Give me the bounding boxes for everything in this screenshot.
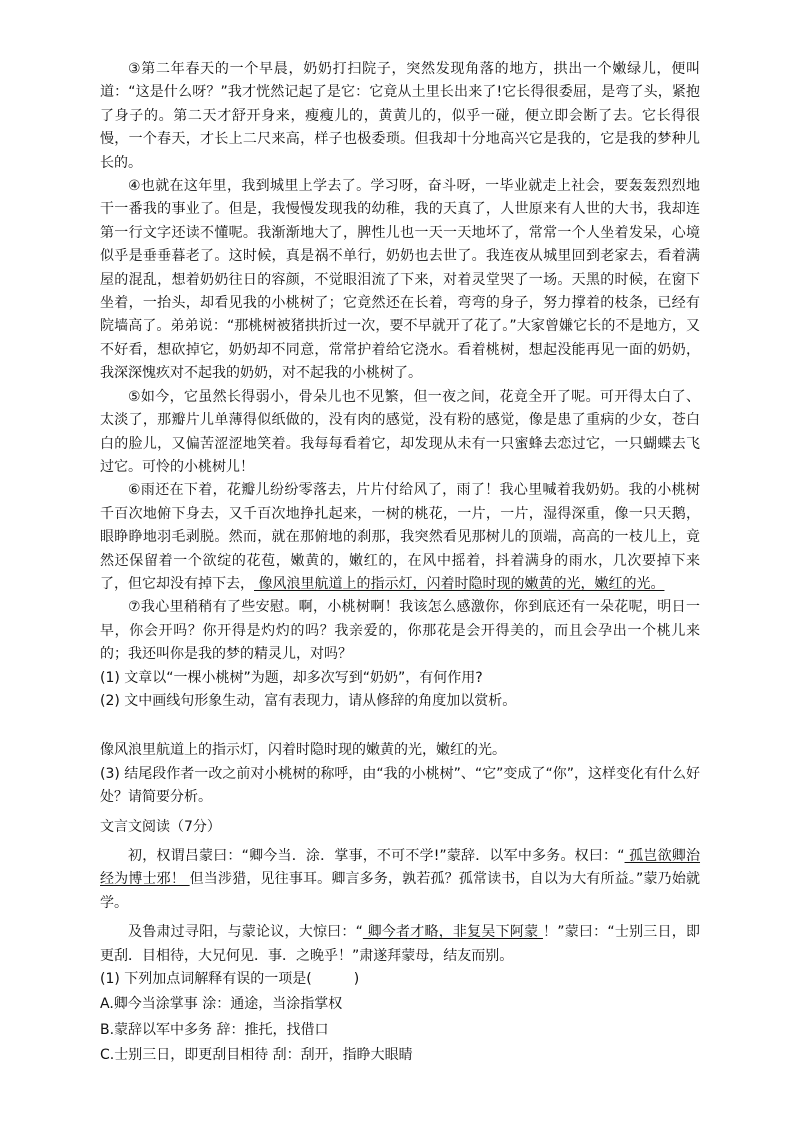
paragraph-6-text: ⑥雨还在下着，花瓣儿纷纷零落去，片片付给风了，雨了！我心里喊着我奶奶。我的小桃树千百次地俯下身去，又千百次地挣扎起来，一树的桃花，一片，一片，湿得深重，像一只天鹅，眼睁睁地羽毛剥脱。然而，就在那俯地的刹那，我突然看见那树儿的顶端，高高的一枝儿上，竟然还保留着一个欲绽的花苞，嫩黄的，嫩红的，在风中摇着，抖着满身的雨水，几次要掉下来了，但它却没有掉下去， — [100, 482, 700, 592]
sub-question-1: (1) 下列加点词解释有误的一项是( ) — [100, 971, 360, 988]
question-1: (1) 文章以“一棵小桃树”为题，却多次写到“奶奶”，有何作用? — [100, 669, 483, 686]
classical-paragraph-2 — [100, 921, 700, 968]
paragraph-3: ③第二年春天的一个早晨，奶奶打扫院子，突然发现角落的地方，拱出一个嫩绿儿，便叫道：“这是什么呀？”我才恍然记起了是它：它竟从土里长出来了!它长得很委屈，是弯了头，紧抱了身子的。第二天才舒开身来，瘦瘦儿的，黄黄儿的，似乎一碰，便立即会断了去。它长得很慢，一个春天，才长上二尺来高，样子也极委琐。但我却十分地高兴它是我的，它是我的梦种儿长的。 — [100, 61, 700, 171]
option-c: C.士别三日，即更刮目相待 刮：刮开，指睁大眼睛 — [100, 1047, 413, 1064]
classical-text: ！”蒙曰：“士别三日，即更刮．目相待，大兄何见．事．之晚乎！”肃遂拜蒙母，结友而别。 — [100, 924, 700, 964]
option-a: A.卿今当涂掌事 涂：通途，当涂指掌权 — [100, 996, 343, 1013]
paragraph-4: ④也就在这年里，我到城里上学去了。学习呀，奋斗呀，一毕业就走上社会，要轰轰烈烈地干一番我的事业了。但是，我慢慢发现我的幼稚，我的天真了，人世原来有人世的大书，我却连第一行文字还读不懂呢。我渐渐地大了，脾性儿也一天一天地坏了，常常一个人坐着发呆，心境似乎是垂垂暮老了。这时候，真是祸不单行，奶奶也去世了。我连夜从城里回到老家去，看着满屋的混乱，想着奶奶往日的容颜，不觉眼泪流了下来，对着灵堂哭了一场。天黑的时候，在窗下坐着，一抬头，却看见我的小桃树了；它竟然还在长着，弯弯的身子，努力撑着的枝条，已经有院墙高了。弟弟说：“那桃树被猪拱折过一次，要不早就开了花了。”大家曾嫌它长的不是地方，又不好看，想砍掉它，奶奶却不同意，常常护着给它浇水。看着桃树，想起没能再见一面的奶奶，我深深愧疚对不起我的奶奶，对不起我的小桃树了。 — [100, 178, 700, 382]
quoted-sentence: 像风浪里航道上的指示灯，闪着时隐时现的嫩黄的光，嫩红的光。 — [100, 742, 506, 759]
section-title: 文言文阅读（7分） — [100, 818, 221, 835]
paragraph-6 — [100, 479, 700, 596]
underlined-classical-2: 卿今者才略，非复吴下阿蒙 — [362, 924, 543, 941]
answer-gap — [100, 713, 700, 739]
classical-text: 但当涉猎，见往事耳。卿言多务，孰若孤？孤常读书，自以为大有所益。”蒙乃始就学。 — [100, 871, 700, 911]
underlined-classical-1: 孤岂欲卿治经为博士邪！ — [100, 848, 701, 888]
paragraph-7: ⑦我心里稍稍有了些安慰。啊，小桃树啊！我该怎么感激你，你到底还有一朵花呢，明日一早，你会开吗？你开得是灼灼的吗？我亲爱的，你那花是会开得美的，而且会孕出一个桃儿来的；我还叫你是我的梦的精灵儿，对吗？ — [100, 599, 700, 663]
classical-paragraph-1 — [100, 845, 700, 915]
document-page — [100, 58, 700, 1068]
paragraph-5: ⑤如今，它虽然长得弱小，骨朵儿也不见繁，但一夜之间，花竟全开了呢。可开得太白了、太淡了，那瓣片儿单薄得似纸做的，没有肉的感觉，没有粉的感觉，像是患了重病的少女，苍白白的脸儿，又偏苦涩涩地笑着。我每每看着它，却发现从未有一只蜜蜂去恋过它，一只蝴蝶去飞过它。可怜的小桃树儿！ — [100, 388, 700, 475]
classical-text: 及鲁肃过寻阳，与蒙论议，大惊曰：“ — [128, 924, 363, 941]
question-2: (2) 文中画线句形象生动，富有表现力，请从修辞的角度加以赏析。 — [100, 692, 517, 709]
classical-text: 初，权谓吕蒙曰：“卿今当．涂．掌事，不可不学!”蒙辞．以军中多务。权曰：“ — [128, 848, 625, 864]
underlined-sentence: 像风浪里航道上的指示灯，闪着时隐时现的嫩黄的光，嫩红的光。 — [254, 575, 665, 592]
question-3: (3) 结尾段作者一改之前对小桃树的称呼，由“我的小桃树”、“它”变成了“你”，这样变化有什么好处？请简要分析。 — [100, 765, 700, 806]
option-b: B.蒙辞以军中多务 辞：推托，找借口 — [100, 1021, 329, 1038]
